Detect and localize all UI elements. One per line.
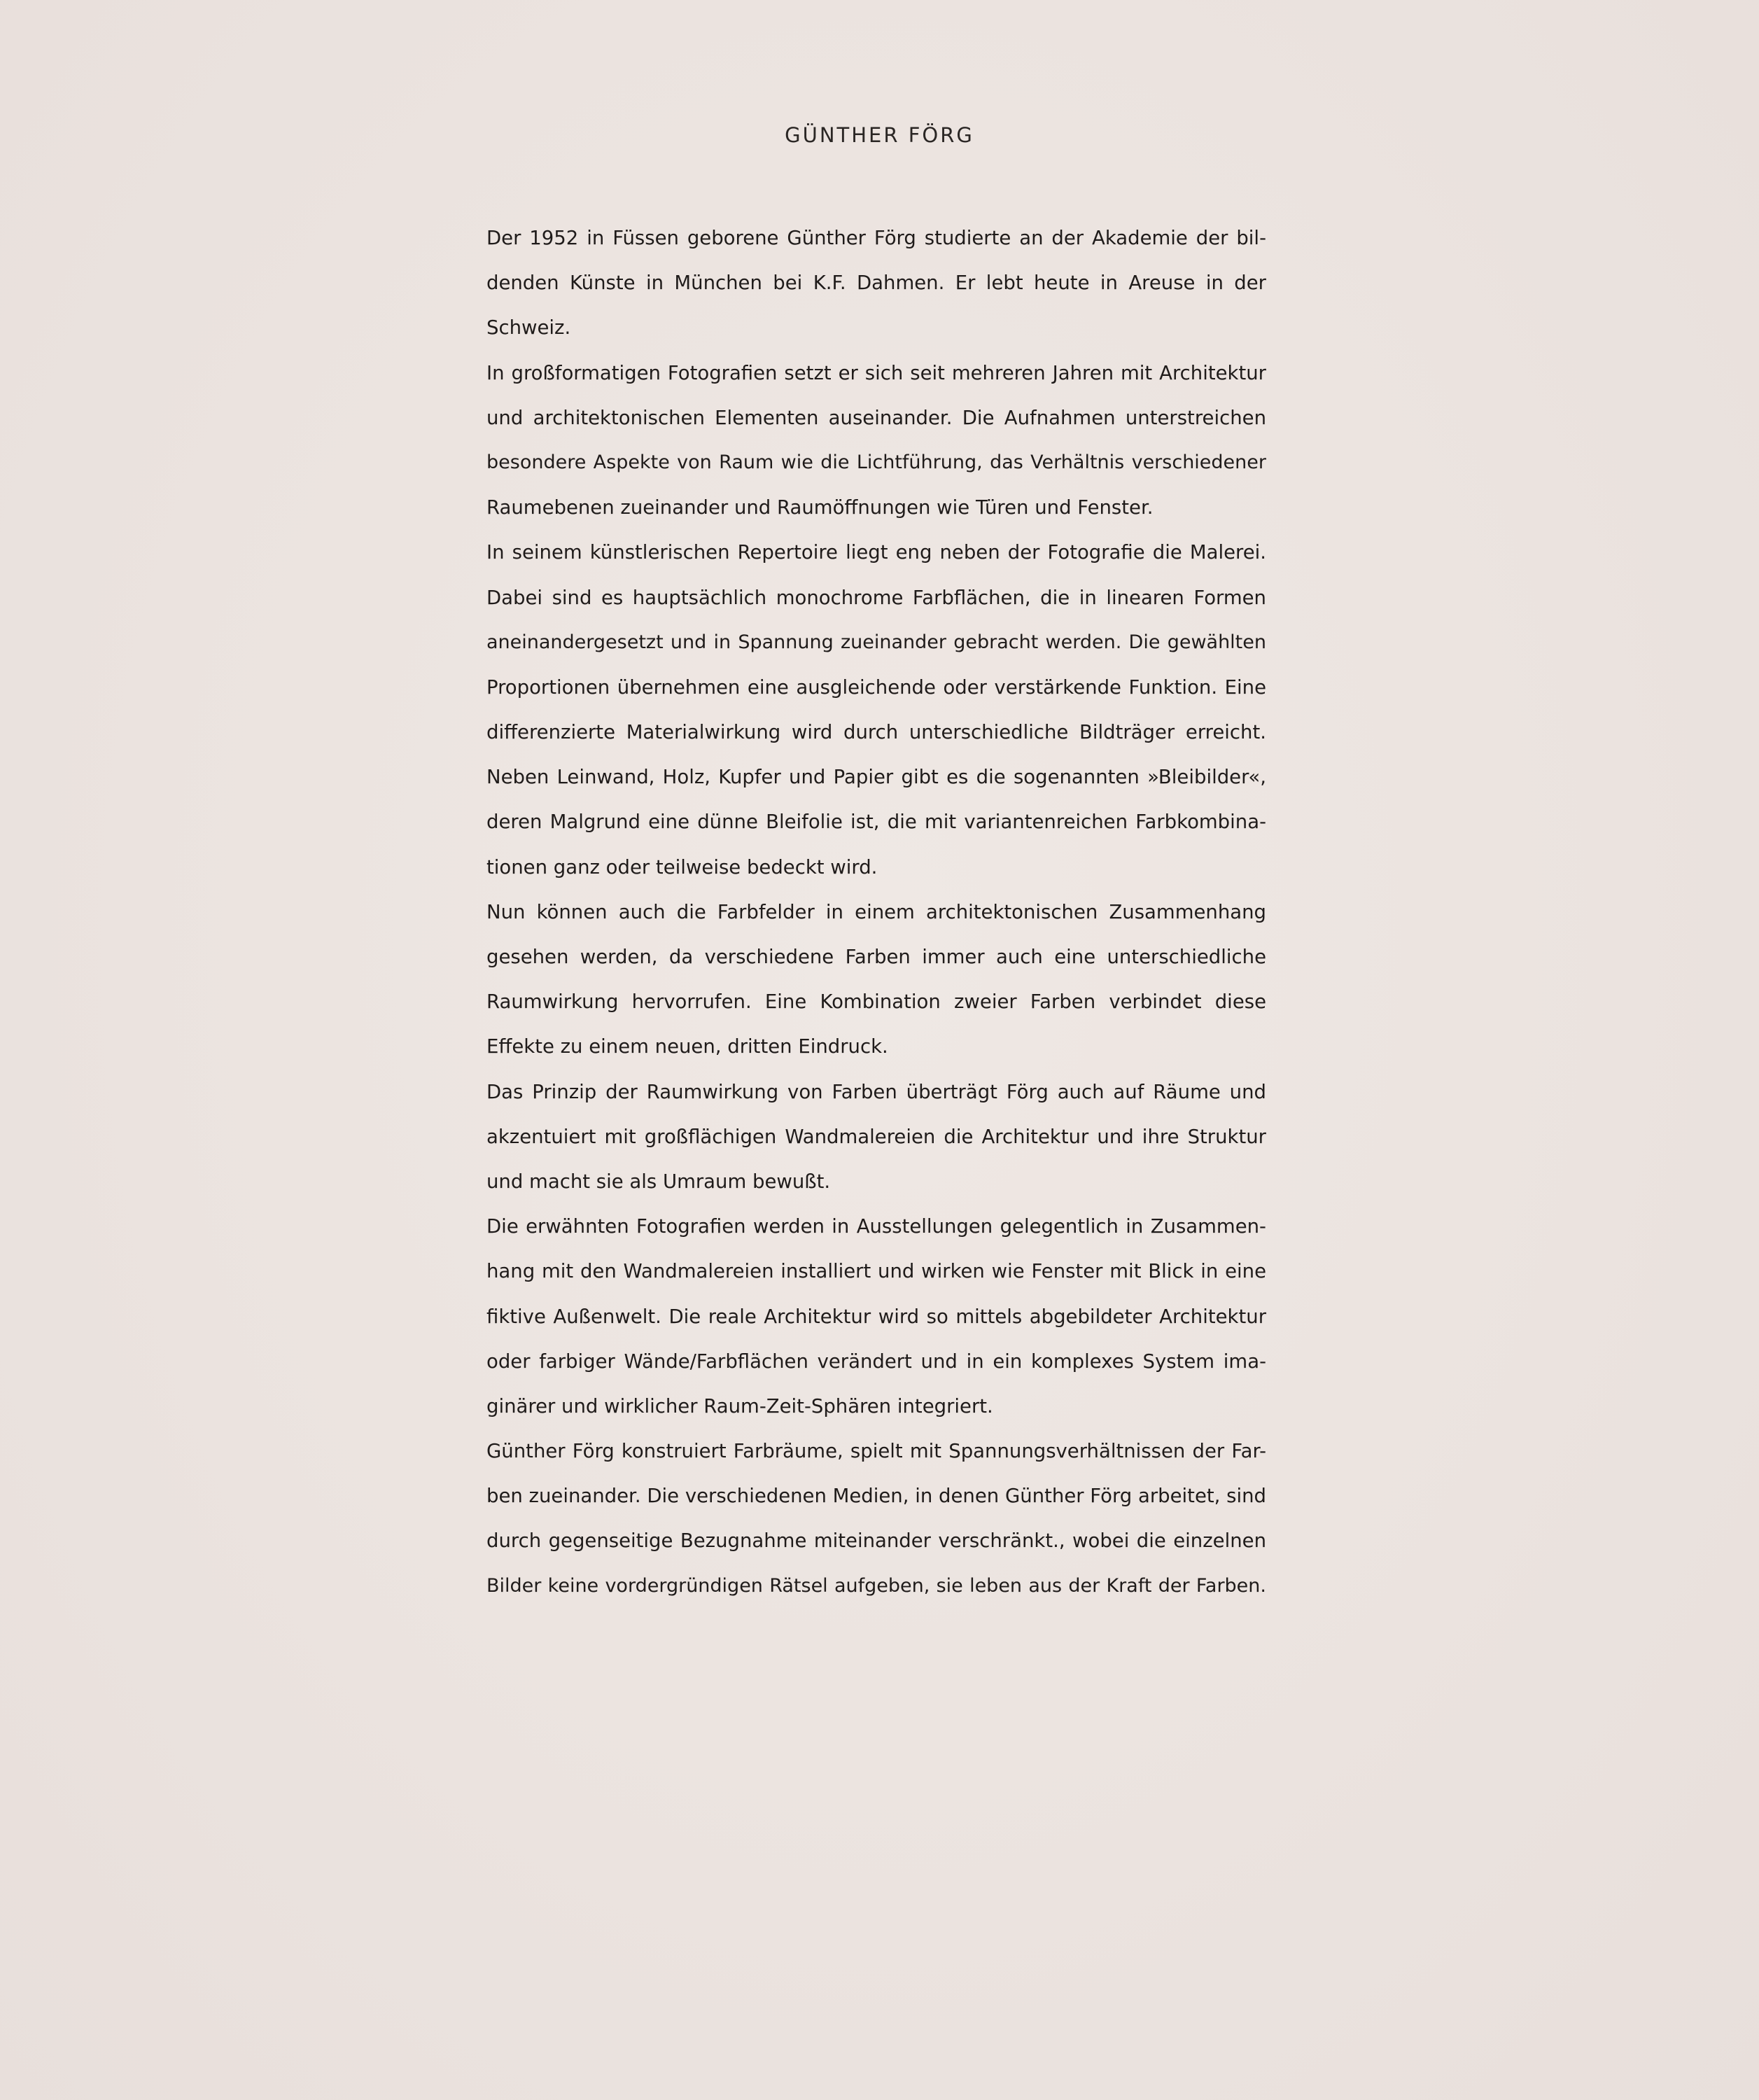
text-line: denden Künste in München bei K.F. Dahmen. Er lebt heute in Areuse in der <box>486 272 1266 295</box>
text-line: Schweiz. <box>486 316 571 340</box>
text-line: In seinem künstlerischen Repertoire liegt eng neben der Fotografie die Malerei. <box>486 541 1266 564</box>
text-line: Günther Förg konstruiert Farbräume, spielt mit Spannungsverhältnissen der Far- <box>486 1440 1266 1463</box>
text-line: oder farbiger Wände/Farbflächen verändert und in ein komplexes System ima- <box>486 1350 1266 1373</box>
text-line: Dabei sind es hauptsächlich monochrome Farbflächen, die in linearen Formen <box>486 586 1266 609</box>
text-line: deren Malgrund eine dünne Bleifolie ist, die mit variantenreichen Farbkombina- <box>486 811 1266 834</box>
text-line: durch gegenseitige Bezugnahme miteinander verschränkt., wobei die einzelnen <box>486 1530 1266 1553</box>
document-title: GÜNTHER FÖRG <box>785 123 974 147</box>
text-line: Bilder keine vordergründigen Rätsel aufgeben, sie leben aus der Kraft der Farben. <box>486 1574 1266 1597</box>
text-line: akzentuiert mit großflächigen Wandmalereien die Architektur und ihre Struktur <box>486 1125 1266 1148</box>
text-line: aneinandergesetzt und in Spannung zueinander gebracht werden. Die gewählten <box>486 631 1266 653</box>
text-line: fiktive Außenwelt. Die reale Architektur wird so mittels abgebildeter Architektur <box>486 1305 1266 1328</box>
text-line: Effekte zu einem neuen, dritten Eindruck. <box>486 1035 888 1058</box>
body-text <box>486 216 1266 1609</box>
text-line: Das Prinzip der Raumwirkung von Farben überträgt Förg auch auf Räume und <box>486 1080 1266 1103</box>
text-line: Neben Leinwand, Holz, Kupfer und Papier gibt es die sogenannten »Bleibilder«, <box>486 766 1266 789</box>
text-line: ginärer und wirklicher Raum-Zeit-Sphären integriert. <box>486 1394 993 1418</box>
text-line: Der 1952 in Füssen geborene Günther Förg studierte an der Akademie der bil- <box>486 227 1266 249</box>
text-line: Raumwirkung hervorrufen. Eine Kombination zweier Farben verbindet diese <box>486 990 1266 1014</box>
text-line: hang mit den Wandmalereien installiert und wirken wie Fenster mit Blick in eine <box>486 1260 1266 1283</box>
text-line: und architektonischen Elementen auseinander. Die Aufnahmen unterstreichen <box>486 406 1266 429</box>
text-line: Proportionen übernehmen eine ausgleichende oder verstärkende Funktion. Eine <box>486 676 1266 699</box>
text-line: gesehen werden, da verschiedene Farben immer auch eine unterschiedliche <box>486 946 1266 968</box>
text-line: besondere Aspekte von Raum wie die Lichtführung, das Verhältnis verschiedener <box>486 451 1266 473</box>
text-line: Die erwähnten Fotografien werden in Ausstellungen gelegentlich in Zusammen- <box>486 1215 1266 1238</box>
text-line: Nun können auch die Farbfelder in einem architektonischen Zusammenhang <box>486 900 1266 923</box>
text-line: und macht sie als Umraum bewußt. <box>486 1170 831 1193</box>
text-line: In großformatigen Fotografien setzt er sich seit mehreren Jahren mit Architektur <box>486 361 1266 384</box>
text-line: Raumebenen zueinander und Raumöffnungen wie Türen und Fenster. <box>486 496 1154 519</box>
text-line: differenzierte Materialwirkung wird durch unterschiedliche Bildträger erreicht. <box>486 721 1266 744</box>
text-line: ben zueinander. Die verschiedenen Medien, in denen Günther Förg arbeitet, sind <box>486 1485 1266 1508</box>
text-line: tionen ganz oder teilweise bedeckt wird. <box>486 855 878 878</box>
